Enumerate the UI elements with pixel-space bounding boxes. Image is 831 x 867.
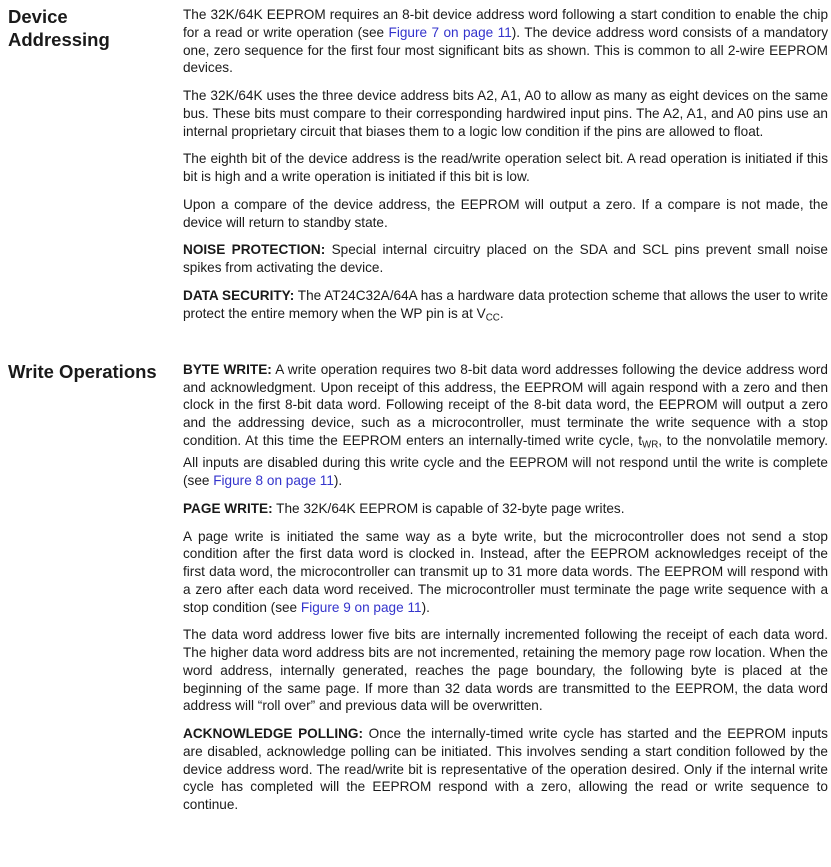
subscript: CC (485, 312, 500, 324)
bold-lead-in: PAGE WRITE: (183, 500, 273, 516)
text-run: ). (421, 599, 430, 615)
text-run: Once the internally-timed write cycle has started and the EEPROM inputs are disabled, acknowledge polling can be initiated. This involves sending a start condition followed by the device address word. The read/write bit is representative of the operation desired. Only if the internal write cycle has completed will the EEPROM respond with a zero, allowing the read or write sequence to continue. (183, 726, 828, 813)
paragraph (183, 87, 828, 140)
text-run: The 32K/64K uses the three device address bits A2, A1, A0 to allow as many as eight devices on the same bus. These bits must compare to their corresponding hardwired input pins. The A2, A1, and A0 pins use an internal proprietary circuit that biases them to a logic low condition if the pins are allowed to float. (183, 88, 828, 139)
heading-column (8, 6, 183, 51)
text-run: . (499, 305, 504, 321)
paragraph (183, 500, 828, 518)
bold-lead-in: NOISE PROTECTION: (183, 242, 326, 258)
paragraph (183, 528, 828, 617)
text-run: The data word address lower five bits are internally incremented following the receipt of each data word. The higher data word address bits are not incremented, retaining the memory page row location. When the word address, internally generated, reaches the page boundary, the following byte is placed at the beginning of the same page. If more than 32 data words are transmitted to the EEPROM, the data word address will “roll over” and previous data will be overwritten. (183, 627, 828, 714)
text-run: ). The device address word consists of a mandatory one, zero sequence for the first four most significant bits as shown. This is common to all 2-wire EEPROM devices. (183, 24, 828, 76)
paragraph (183, 241, 828, 277)
paragraph (183, 287, 828, 327)
text-run: The 32K/64K EEPROM requires an 8-bit device address word following a start condition to enable the chip for a read or write operation (see (183, 7, 828, 40)
section-heading-write-operations: Write Operations (8, 360, 157, 382)
paragraph (183, 725, 828, 814)
figure-xref-link[interactable]: Figure 7 on page 11 (388, 24, 512, 40)
section-device-addressing (8, 6, 828, 327)
text-run: ). (333, 473, 343, 489)
text-run: The 32K/64K EEPROM is capable of 32-byte page writes. (272, 500, 625, 516)
text-run: , to the nonvolatile memory. All inputs are disabled during this write cycle and the EEPROM will not respond until the write is complete (see (183, 432, 828, 489)
paragraph (183, 6, 828, 77)
paragraph (183, 626, 828, 715)
figure-xref-link[interactable]: Figure 8 on page 11 (213, 473, 334, 489)
figure-xref-link[interactable]: Figure 9 on page 11 (300, 599, 422, 615)
section-heading-device-addressing: Device Addressing (8, 6, 110, 50)
heading-column (8, 361, 183, 383)
bold-lead-in: DATA SECURITY: (183, 287, 295, 303)
text-run: A page write is initiated the same way as a byte write, but the microcontroller does not send a stop condition after the first data word is clocked in. Instead, after the EEPROM acknowledges receipt of the first data word, the microcontroller can transmit up to 31 more data words. The EEPROM will respond with a zero after each data word received. The microcontroller must terminate the page write sequence with a stop condition (see (183, 528, 828, 615)
paragraph (183, 361, 828, 490)
text-run: The AT24C32A/64A has a hardware data protection scheme that allows the user to write protect the entire memory when the WP pin is at V (183, 287, 828, 321)
text-run: The eighth bit of the device address is the read/write operation select bit. A read operation is initiated if this bit is high and a write operation is initiated if this bit is low. (183, 151, 828, 184)
bold-lead-in: BYTE WRITE: (183, 361, 272, 377)
text-run: A write operation requires two 8-bit data word addresses following the device address word and acknowledgment. Upon receipt of this address, the EEPROM will again respond with a zero and then clock in the first 8-bit data word. Following receipt of the 8-bit data word, the EEPROM will output a zero and the addressing device, such as a microcontroller, must terminate the write sequence with a stop condition. At this time the EEPROM enters an internally-timed write cycle, t (183, 361, 828, 448)
text-run: Special internal circuitry placed on the SDA and SCL pins prevent small noise spikes from activating the device. (183, 242, 828, 275)
section-body-write-operations (183, 361, 828, 814)
text-run: Upon a compare of the device address, the EEPROM will output a zero. If a compare is not made, the device will return to standby state. (183, 196, 828, 230)
paragraph (183, 196, 828, 232)
section-body-device-addressing (183, 6, 828, 327)
paragraph (183, 150, 828, 186)
bold-lead-in: ACKNOWLEDGE POLLING: (183, 726, 364, 742)
section-write-operations (8, 361, 828, 814)
subscript: WR (642, 439, 659, 451)
